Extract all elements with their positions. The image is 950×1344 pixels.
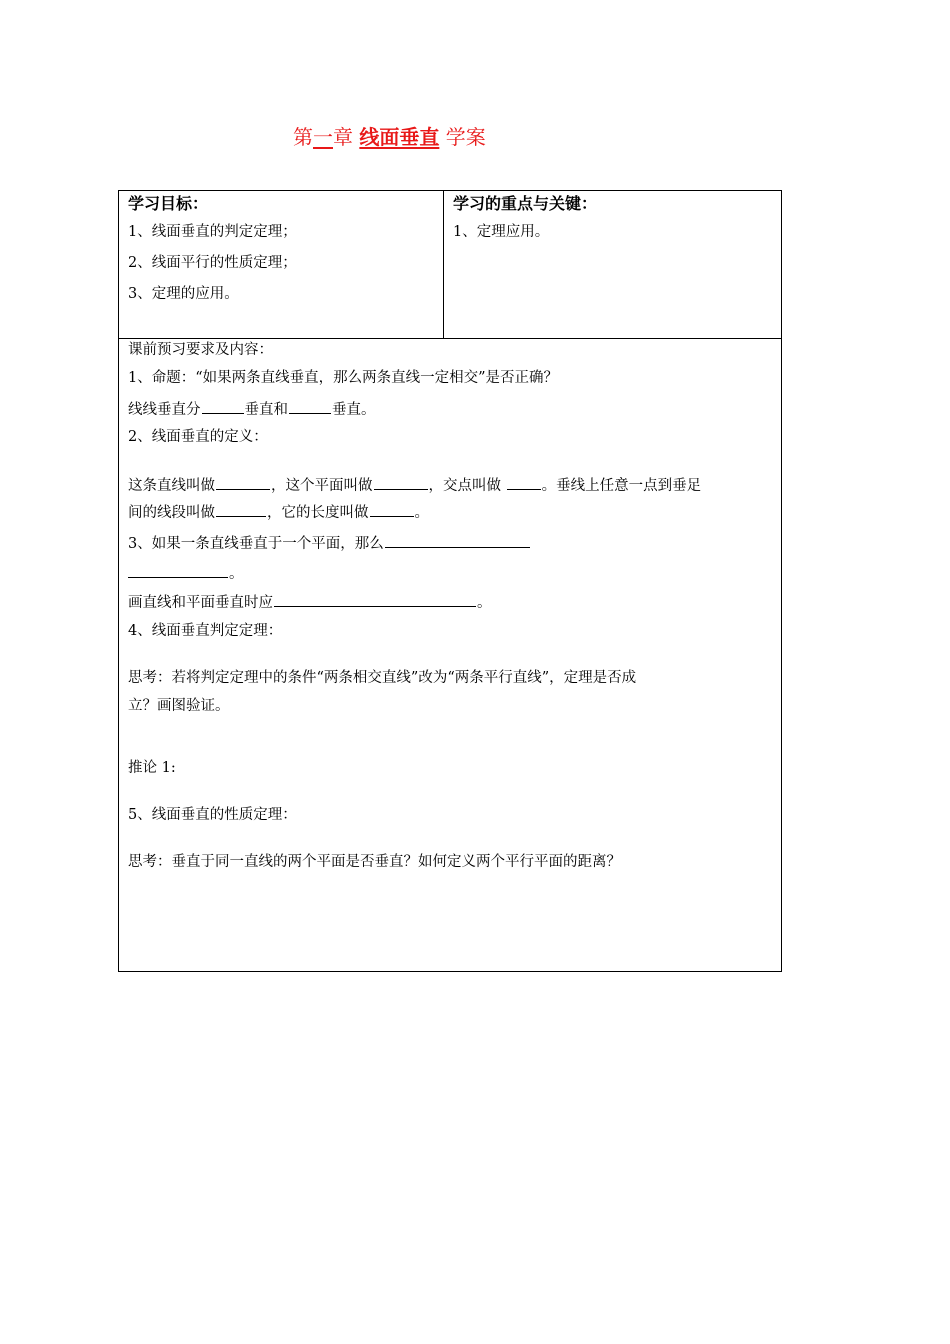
goal-item-3: 3、定理的应用。 [128, 286, 239, 302]
study-table [118, 190, 782, 972]
fill-blank[interactable] [128, 562, 228, 578]
q2-text-g: 。 [414, 505, 429, 521]
goal-item-1: 1、线面垂直的判定定理； [128, 224, 297, 240]
q2-text-d: 。垂线上任意一点到垂足 [541, 478, 702, 494]
q2-text-a: 这条直线叫做 [128, 478, 215, 494]
focus-item-1: 1、定理应用。 [453, 224, 550, 240]
preview-intro: 课前预习要求及内容： [128, 342, 273, 358]
question-2-fill-line-1 [128, 474, 701, 496]
goal-item-2: 2、线面平行的性质定理； [128, 255, 297, 271]
fill-blank[interactable] [274, 591, 476, 607]
goals-heading: 学习目标： [128, 194, 209, 213]
question-2: 2、线面垂直的定义： [128, 429, 268, 445]
q2-text-e: 间的线段叫做 [128, 505, 215, 521]
q2-text-c: ，交点叫做 [428, 478, 501, 494]
focus-heading: 学习的重点与关键： [453, 194, 598, 213]
fill-blank[interactable] [370, 501, 414, 517]
goals-row [119, 191, 781, 339]
q3-end: 。 [229, 566, 244, 582]
q3c-end: 。 [477, 595, 492, 611]
q1-text-b: 垂直和 [244, 402, 288, 418]
title-suffix: 学案 [445, 125, 486, 149]
question-2-fill-line-2 [128, 501, 429, 523]
document-title [293, 122, 486, 152]
title-prefix: 第 [293, 125, 313, 149]
title-topic: 线面垂直 [359, 125, 440, 149]
fill-blank[interactable] [385, 532, 530, 548]
fill-blank[interactable] [289, 398, 331, 414]
question-5: 5、线面垂直的性质定理： [128, 807, 297, 823]
q2-text-f: ，它的长度叫做 [267, 505, 369, 521]
think-1-line-2: 立？画图验证。 [128, 698, 230, 714]
q3-text: 3、如果一条直线垂直于一个平面，那么 [128, 536, 384, 552]
think-1-line-1: 思考：若将判定定理中的条件“两条相交直线”改为“两条平行直线”，定理是否成 [128, 670, 637, 686]
think-2: 思考：垂直于同一直线的两个平面是否垂直？如何定义两个平行平面的距离？ [128, 854, 621, 870]
question-1-fill [128, 398, 376, 420]
fill-blank[interactable] [216, 501, 266, 517]
title-chapter-number: 一 [313, 125, 333, 149]
title-chapter: 章 [333, 125, 353, 149]
question-1: 1、命题：“如果两条直线垂直，那么两条直线一定相交”是否正确？ [128, 370, 559, 386]
fill-blank[interactable] [507, 474, 541, 490]
goals-cell [119, 191, 444, 338]
question-3-continued [128, 562, 244, 584]
fill-blank[interactable] [374, 474, 428, 490]
q2-text-b: ，这个平面叫做 [271, 478, 373, 494]
corollary-1: 推论 1: [128, 760, 176, 776]
q1-text-a: 线线垂直分 [128, 402, 201, 418]
question-3-drawing [128, 591, 492, 613]
focus-cell [444, 191, 781, 338]
q3c-text: 画直线和平面垂直时应 [128, 595, 273, 611]
fill-blank[interactable] [216, 474, 270, 490]
q1-text-c: 垂直。 [332, 402, 376, 418]
question-4: 4、线面垂直判定定理： [128, 623, 283, 639]
fill-blank[interactable] [202, 398, 244, 414]
question-3 [128, 532, 531, 554]
